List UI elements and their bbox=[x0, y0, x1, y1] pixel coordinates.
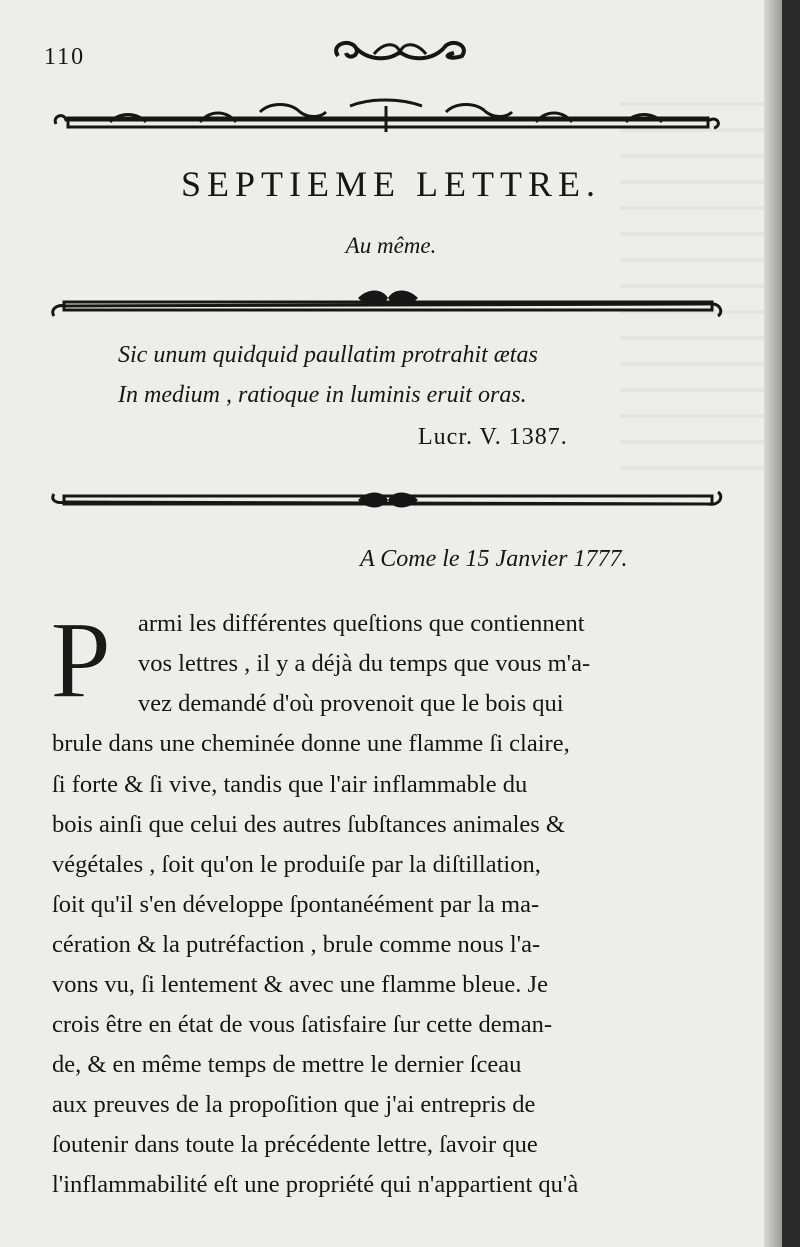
body-line: ſi forte & ſi vive, tandis que l'air inflammable du bbox=[52, 771, 528, 798]
dateline: A Come le 15 Janvier 1777. bbox=[360, 546, 628, 572]
decorative-band-icon bbox=[50, 98, 722, 138]
letter-title: SEPTIEME LETTRE. bbox=[181, 164, 601, 204]
letter-subtitle: Au même. bbox=[345, 233, 437, 258]
body-line: brule dans une cheminée donne une flamme ſi claire, bbox=[52, 730, 570, 757]
body-line: bois ainſi que celui des autres ſubſtances animales & bbox=[52, 811, 565, 838]
epigraph-citation: Lucr. V. 1387. bbox=[418, 424, 568, 450]
epigraph-line-2: In medium , ratioque in luminis eruit oras. bbox=[118, 382, 527, 408]
body-line: ſoit qu'il s'en développe ſpontanéément par la ma- bbox=[52, 891, 540, 918]
body-line: armi les différentes queſtions que contiennent bbox=[138, 610, 585, 637]
drop-cap: P bbox=[50, 599, 112, 721]
divider-rule-icon bbox=[48, 484, 728, 524]
divider-rule-icon bbox=[48, 284, 728, 324]
body-line: vons vu, ſi lentement & avec une flamme bleue. Je bbox=[52, 971, 548, 998]
body-line: ſoutenir dans toute la précédente lettre, ſavoir que bbox=[52, 1131, 538, 1158]
body-line: crois être en état de vous ſatisfaire ſur cette deman- bbox=[52, 1011, 552, 1038]
page-number: 110 bbox=[44, 44, 86, 70]
body-line: vos lettres , il y a déjà du temps que vous m'a- bbox=[138, 650, 591, 677]
body-line: de, & en même temps de mettre le dernier ſceau bbox=[52, 1051, 522, 1078]
epigraph-line-1: Sic unum quidquid paullatim protrahit ætas bbox=[118, 342, 538, 368]
top-ornament-icon bbox=[330, 36, 470, 70]
body-line: aux preuves de la propoſition que j'ai entrepris de bbox=[52, 1091, 536, 1118]
body-line: l'inflammabilité eſt une propriété qui n'appartient qu'à bbox=[52, 1171, 579, 1198]
show-through-texture bbox=[620, 80, 770, 480]
body-line: vez demandé d'où provenoit que le bois qui bbox=[138, 690, 564, 717]
body-line: cération & la putréfaction , brule comme nous l'a- bbox=[52, 931, 541, 958]
body-line: végétales , ſoit qu'on le produiſe par la diſtillation, bbox=[52, 851, 541, 878]
